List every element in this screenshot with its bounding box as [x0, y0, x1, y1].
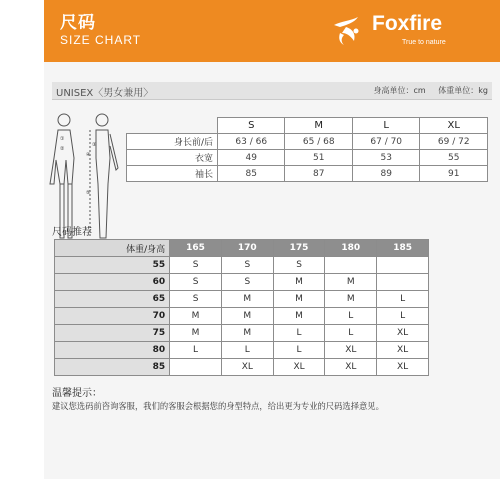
table-cell: M — [273, 308, 325, 325]
table-cell: 63 / 66 — [218, 134, 285, 150]
unit-labels — [364, 85, 488, 96]
table-row — [55, 257, 429, 274]
table-cell: 51 — [285, 150, 352, 166]
info-bar — [52, 82, 492, 100]
table-cell: L — [273, 342, 325, 359]
header-banner — [44, 0, 500, 62]
table-cell: 53 — [352, 150, 419, 166]
table-cell: 87 — [285, 166, 352, 182]
table-row — [127, 166, 488, 182]
table-cell: L — [273, 325, 325, 342]
table-row — [55, 274, 429, 291]
weight-label: 75 — [55, 325, 170, 342]
size-header-row — [127, 118, 488, 134]
table-cell: M — [170, 308, 222, 325]
table-cell: 89 — [352, 166, 419, 182]
figure-marker: ④ — [86, 152, 91, 158]
figure-marker: ① — [60, 136, 65, 142]
table-cell: L — [377, 308, 429, 325]
table-cell: 67 / 70 — [352, 134, 419, 150]
size-col-header: L — [352, 118, 419, 134]
height-col-header: 170 — [221, 240, 273, 257]
table-cell: XL — [221, 359, 273, 376]
table-cell: XL — [325, 342, 377, 359]
table-row — [127, 150, 488, 166]
table-cell: L — [325, 325, 377, 342]
recommend-header-row — [55, 240, 429, 257]
tips-title: 温馨提示： — [52, 388, 102, 399]
figure-marker: ⑤ — [86, 190, 91, 196]
table-cell: S — [273, 257, 325, 274]
table-cell: M — [221, 291, 273, 308]
table-cell: S — [221, 274, 273, 291]
brand-name: Foxfire — [372, 12, 443, 35]
table-row — [55, 359, 429, 376]
table-cell: M — [273, 291, 325, 308]
table-cell: M — [221, 308, 273, 325]
table-cell — [170, 359, 222, 376]
table-cell — [325, 257, 377, 274]
weight-label: 85 — [55, 359, 170, 376]
table-row — [55, 291, 429, 308]
size-col-header: XL — [420, 118, 488, 134]
table-cell: XL — [377, 342, 429, 359]
table-cell: 55 — [420, 150, 488, 166]
table-cell — [377, 274, 429, 291]
weight-label: 55 — [55, 257, 170, 274]
table-cell: L — [170, 342, 222, 359]
figure-marker: ② — [60, 146, 65, 152]
table-cell: XL — [377, 359, 429, 376]
table-cell — [377, 257, 429, 274]
size-col-header: M — [285, 118, 352, 134]
table-cell: 65 / 68 — [285, 134, 352, 150]
recommend-title: 尺码推荐 — [52, 227, 92, 238]
table-cell: M — [325, 291, 377, 308]
content-area — [44, 62, 500, 479]
table-cell: 69 / 72 — [420, 134, 488, 150]
table-cell: L — [325, 308, 377, 325]
table-cell: S — [170, 257, 222, 274]
row-label: 衣宽 — [127, 150, 218, 166]
tips-text: 建议您选码前咨询客服，我们的客服会根据您的身型特点，给出更为专业的尺码选择意见。 — [52, 401, 384, 411]
unisex-label: UNISEX〈男女兼用〉 — [56, 88, 154, 99]
height-col-header: 180 — [325, 240, 377, 257]
table-cell: M — [325, 274, 377, 291]
table-cell: 91 — [420, 166, 488, 182]
table-cell: M — [221, 325, 273, 342]
row-label: 身长前/后 — [127, 134, 218, 150]
size-chart-table — [126, 117, 488, 182]
table-cell: L — [377, 291, 429, 308]
table-row — [127, 134, 488, 150]
weight-label: 80 — [55, 342, 170, 359]
table-cell: S — [170, 274, 222, 291]
height-unit: 身高单位：cm — [373, 86, 426, 95]
table-row — [55, 325, 429, 342]
size-col-header: S — [218, 118, 285, 134]
table-row — [55, 342, 429, 359]
table-cell: S — [170, 291, 222, 308]
table-cell: XL — [325, 359, 377, 376]
corner-label: 体重/身高 — [55, 240, 170, 257]
weight-label: 70 — [55, 308, 170, 325]
table-cell: XL — [377, 325, 429, 342]
table-cell: S — [221, 257, 273, 274]
height-col-header: 175 — [273, 240, 325, 257]
table-cell: 49 — [218, 150, 285, 166]
weight-unit: 体重单位：kg — [438, 86, 488, 95]
weight-label: 65 — [55, 291, 170, 308]
page-title: 尺码 — [60, 13, 96, 33]
brand-tagline: True to nature — [402, 39, 446, 46]
table-cell: M — [170, 325, 222, 342]
page-subtitle: SIZE CHART — [60, 33, 142, 47]
height-col-header: 165 — [170, 240, 222, 257]
height-col-header: 185 — [377, 240, 429, 257]
weight-label: 60 — [55, 274, 170, 291]
foxfire-logo-icon — [330, 11, 368, 49]
figure-marker: ③ — [92, 142, 97, 148]
table-cell: M — [273, 274, 325, 291]
size-recommend-table — [54, 239, 429, 376]
row-label: 袖长 — [127, 166, 218, 182]
table-cell: L — [221, 342, 273, 359]
table-row — [55, 308, 429, 325]
table-cell: 85 — [218, 166, 285, 182]
table-cell: XL — [273, 359, 325, 376]
